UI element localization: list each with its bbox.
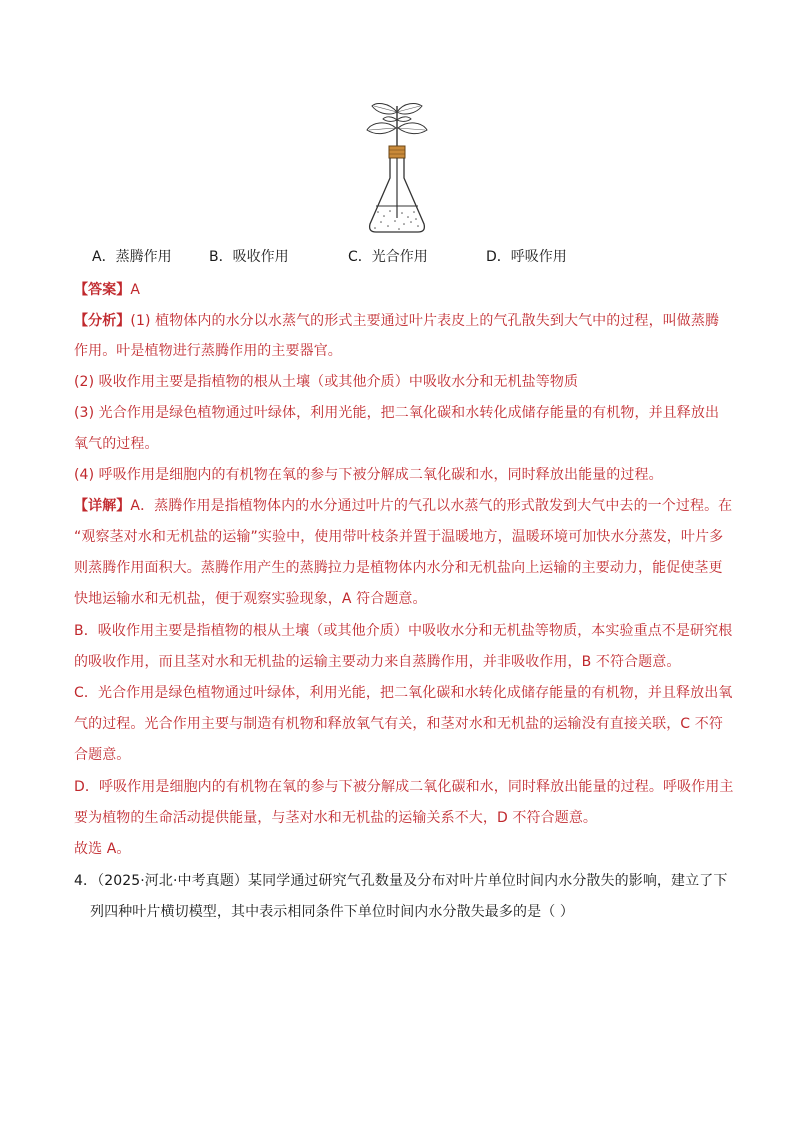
question-4-line-2: 列四种叶片横切模型，其中表示相同条件下单位时间内水分散失最多的是（ ） [90, 904, 574, 920]
detail-line-1: 【详解】A．蒸腾作用是指植物体内的水分通过叶片的气孔以水蒸气的形式散发到大气中去的一个过程。在 [74, 498, 733, 514]
detail-d-line-2: 要为植物的生命活动提供能量，与茎对水和无机盐的运输关系不大，D 不符合题意。 [74, 810, 598, 826]
detail-conclusion: 故选 A。 [74, 841, 131, 857]
analysis-label: 【分析】 [74, 313, 131, 329]
analysis-point-3-line-2: 氧气的过程。 [74, 436, 159, 452]
answer-value: A [130, 282, 141, 298]
analysis-line-2: 作用。叶是植物进行蒸腾作用的主要器官。 [74, 343, 342, 359]
analysis-point-2: (2) 吸收作用主要是指植物的根从土壤（或其他介质）中吸收水分和无机盐等物质 [74, 374, 579, 390]
detail-b-line-2: 的吸收作用，而且茎对水和无机盐的运输主要动力来自蒸腾作用，并非吸收作用，B 不符合题意。 [74, 654, 681, 670]
detail-d-line-1: D．呼吸作用是细胞内的有机物在氧的参与下被分解成二氧化碳和水，同时释放出能量的过程。呼吸作用主 [74, 779, 734, 795]
detail-label: 【详解】 [74, 498, 131, 514]
analysis-line-1: 【分析】(1) 植物体内的水分以水蒸气的形式主要通过叶片表皮上的气孔散失到大气中的过程，叫做蒸腾 [74, 313, 720, 329]
plant-in-flask-figure [364, 100, 430, 240]
detail-a-line-3: 则蒸腾作用面积大。蒸腾作用产生的蒸腾拉力是植物体内水分和无机盐向上运输的主要动力，能促使茎更 [74, 560, 723, 576]
answer-line [74, 279, 140, 301]
detail-a-line-4: 快地运输水和无机盐，便于观察实验现象，A 符合题意。 [74, 591, 427, 607]
option-b: B．吸收作用 [209, 249, 289, 265]
detail-c-line-3: 合题意。 [74, 747, 131, 763]
answer-label: 【答案】 [74, 282, 131, 298]
detail-b-line-1: B．吸收作用主要是指植物的根从土壤（或其他介质）中吸收水分和无机盐等物质，本实验重点不是研究根 [74, 623, 733, 639]
option-d: D．呼吸作用 [486, 249, 567, 265]
detail-a-line-2: “观察茎对水和无机盐的运输”实验中，使用带叶枝条并置于温暖地方，温暖环境可加快水分蒸发，叶片多 [74, 529, 724, 545]
option-c: C．光合作用 [348, 249, 428, 265]
option-a: A．蒸腾作用 [92, 249, 172, 265]
detail-c-line-2: 气的过程。光合作用主要与制造有机物和释放氧气有关，和茎对水和无机盐的运输没有直接关联，C 不符 [74, 716, 723, 732]
analysis-point-3-line-1: (3) 光合作用是绿色植物通过叶绿体，利用光能，把二氧化碳和水转化成储存能量的有机物，并且释放出 [74, 405, 720, 421]
question-4-line-1: 4．（2025·河北·中考真题）某同学通过研究气孔数量及分布对叶片单位时间内水分散失的影响，建立了下 [74, 873, 728, 889]
analysis-point-4: (4) 呼吸作用是细胞内的有机物在氧的参与下被分解成二氧化碳和水，同时释放出能量的过程。 [74, 467, 663, 483]
detail-c-line-1: C．光合作用是绿色植物通过叶绿体，利用光能，把二氧化碳和水转化成储存能量的有机物，并且释放出氧 [74, 685, 733, 701]
